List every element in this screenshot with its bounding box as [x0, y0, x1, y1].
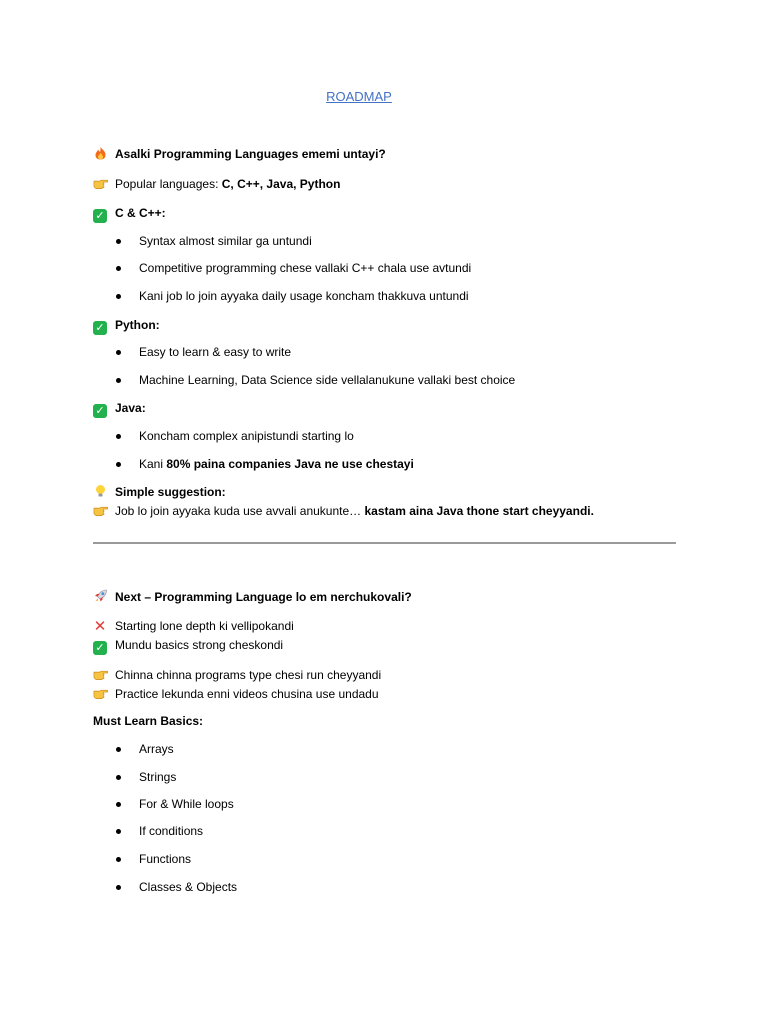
pointing-hand-icon [93, 176, 108, 190]
list-item: Competitive programming chese vallaki C++ chala use avtundi [139, 261, 472, 275]
list-item: Functions [139, 852, 192, 866]
do-text: Mundu basics strong cheskondi [115, 638, 284, 652]
tip2-line [93, 686, 379, 702]
popular-prefix: Popular languages: [115, 177, 222, 191]
check-mark-icon: ✓ [93, 321, 107, 335]
bullet-icon [116, 802, 121, 807]
python-heading [93, 317, 160, 335]
list-item: Syntax almost similar ga untundi [139, 234, 312, 248]
bullet-icon [116, 266, 121, 271]
basics-heading [93, 713, 203, 729]
section1-heading [93, 146, 386, 162]
c-heading-text: C & C++: [115, 206, 166, 220]
light-bulb-icon [93, 484, 108, 498]
c-heading [93, 205, 166, 223]
bullet-icon [116, 462, 121, 467]
roadmap-link[interactable]: ROADMAP [326, 89, 392, 104]
java-item2-bold: 80% paina companies Java ne use chestayi [166, 457, 414, 471]
list-item: Arrays [139, 742, 174, 756]
check-mark-icon: ✓ [93, 209, 107, 223]
bullet-icon [116, 857, 121, 862]
list-item: Koncham complex anipistundi starting lo [139, 429, 354, 443]
java-heading [93, 400, 146, 418]
suggestion-line [93, 503, 594, 519]
horizontal-divider [93, 542, 676, 544]
pointing-hand-icon [93, 667, 108, 681]
suggestion-heading [93, 484, 226, 500]
list-item: If conditions [139, 824, 204, 838]
list-item: Classes & Objects [139, 880, 238, 894]
bullet-icon [116, 294, 121, 299]
bullet-icon [116, 775, 121, 780]
list-item: Strings [139, 770, 177, 784]
dont-text: Starting lone depth ki vellipokandi [115, 619, 294, 633]
bullet-icon [116, 885, 121, 890]
suggestion-heading-text: Simple suggestion: [115, 485, 226, 499]
suggestion-prefix: Job lo join ayyaka kuda use avvali anukunte… [115, 504, 365, 518]
java-heading-text: Java: [115, 401, 146, 415]
check-mark-icon: ✓ [93, 641, 107, 655]
tip2-text: Practice lekunda enni videos chusina use undadu [115, 687, 379, 701]
cross-mark-icon: ✕ [93, 617, 107, 635]
list-item: For & While loops [139, 797, 234, 811]
pointing-hand-icon [93, 686, 108, 700]
bullet-icon [116, 434, 121, 439]
tip1-line [93, 667, 381, 683]
bullet-icon [116, 239, 121, 244]
suggestion-bold: kastam aina Java thone start cheyyandi. [364, 504, 594, 518]
check-mark-icon: ✓ [93, 404, 107, 418]
bullet-icon [116, 378, 121, 383]
tip1-text: Chinna chinna programs type chesi run cheyyandi [115, 668, 382, 682]
bullet-icon [116, 747, 121, 752]
section2-heading-text: Next – Programming Language lo em nerchukovali? [115, 590, 412, 604]
python-heading-text: Python: [115, 318, 160, 332]
list-item: Easy to learn & easy to write [139, 345, 292, 359]
rocket-icon [93, 589, 108, 603]
bullet-icon [116, 829, 121, 834]
list-item [139, 456, 414, 472]
list-item: Machine Learning, Data Science side vellalanukune vallaki best choice [139, 373, 516, 387]
java-item2-prefix: Kani [139, 457, 167, 471]
dont-line [93, 618, 294, 634]
list-item: Kani job lo join ayyaka daily usage koncham thakkuva untundi [139, 289, 469, 303]
basics-heading-text: Must Learn Basics: [93, 714, 204, 728]
fire-icon [93, 146, 108, 160]
popular-languages-line [93, 176, 340, 192]
pointing-hand-icon [93, 503, 108, 517]
section2-heading [93, 589, 412, 605]
section1-heading-text: Asalki Programming Languages ememi untayi? [115, 147, 386, 161]
popular-langs: C, C++, Java, Python [221, 177, 341, 191]
bullet-icon [116, 350, 121, 355]
do-line [93, 637, 283, 655]
